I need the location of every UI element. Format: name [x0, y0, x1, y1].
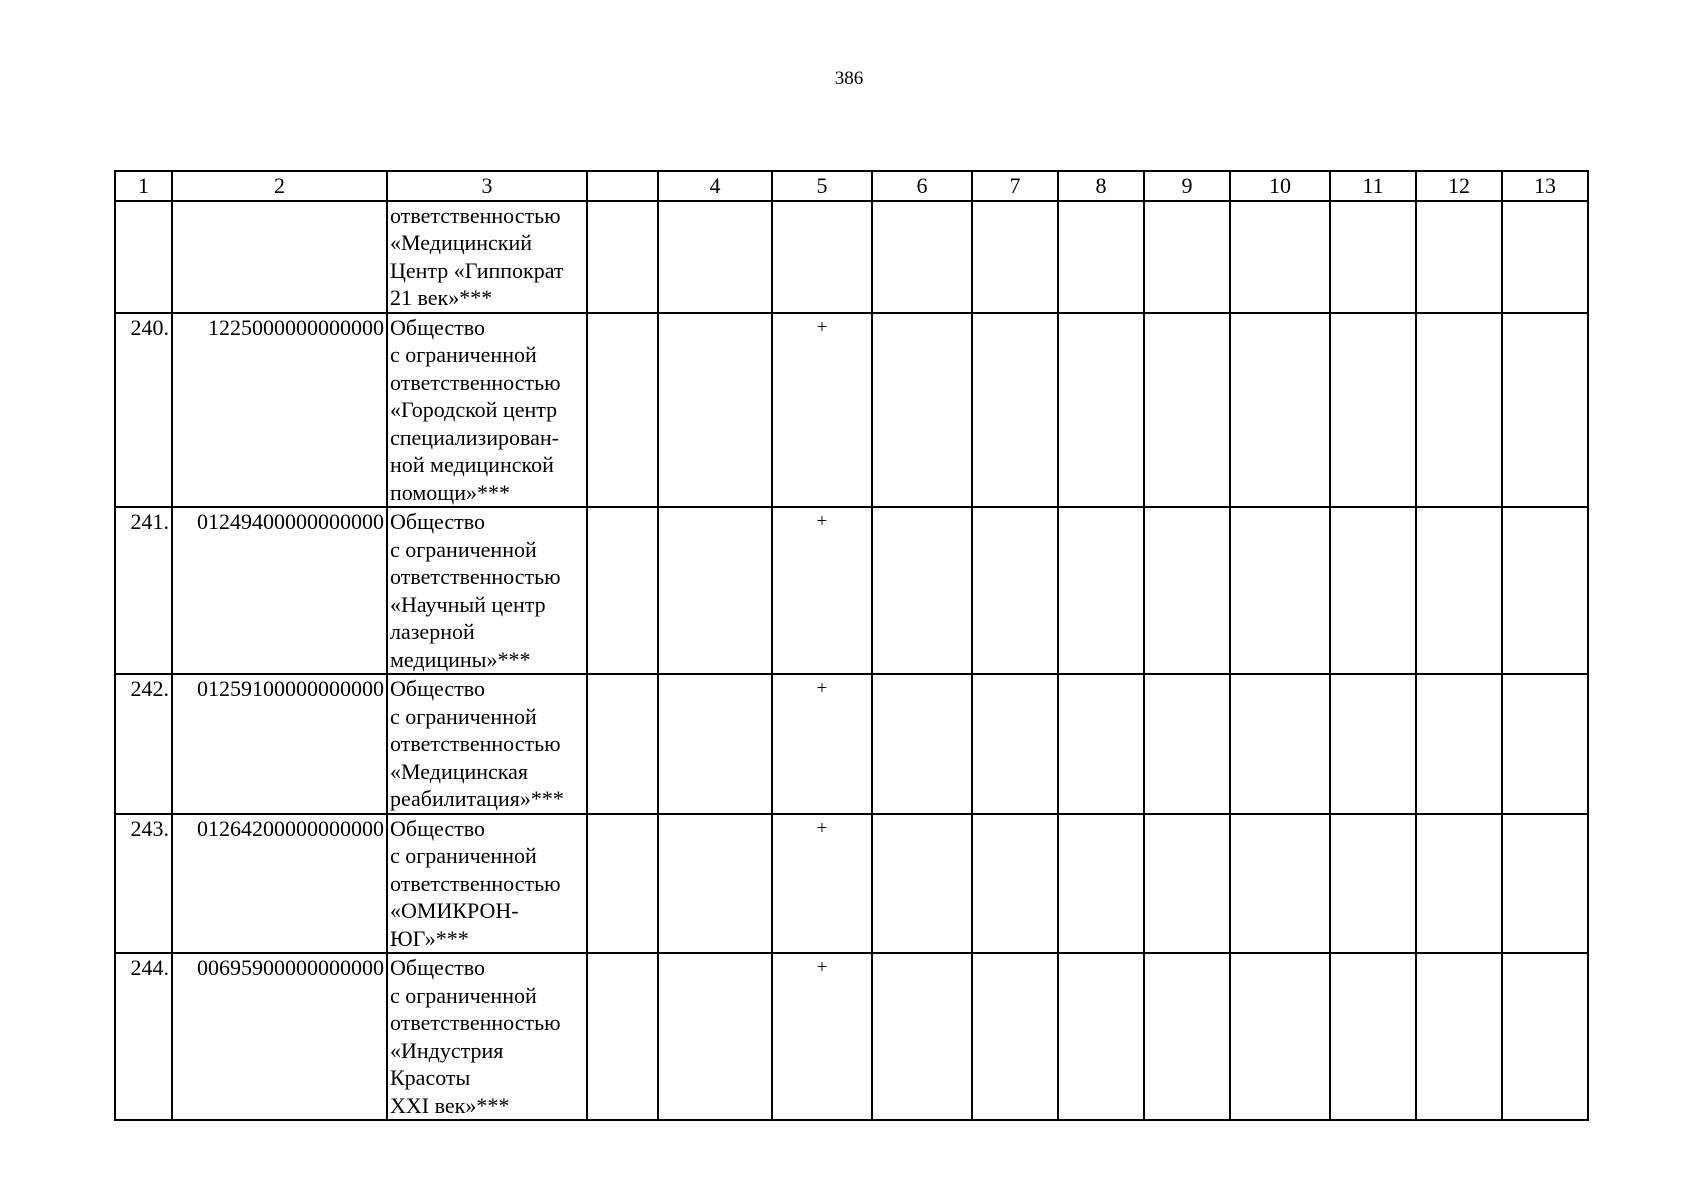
- column-header: 8: [1058, 171, 1144, 201]
- table-row: [115, 674, 1588, 814]
- column-header: 11: [1330, 171, 1416, 201]
- registry-code: 00695900000000000: [172, 953, 387, 1120]
- organization-name: Общество с ограниченной ответственностью «Научный центр лазерной медицины»***: [387, 507, 587, 674]
- row-number: [115, 201, 172, 313]
- registry-code: 1225000000000000: [172, 313, 387, 508]
- header-row: [115, 171, 1588, 201]
- registry-code: 01259100000000000: [172, 674, 387, 814]
- column-header: 10: [1230, 171, 1330, 201]
- registry-code: 01264200000000000: [172, 814, 387, 954]
- page-number: 386: [834, 68, 864, 89]
- organization-name: Общество с ограниченной ответственностью «Медицинская реабилитация»***: [387, 674, 587, 814]
- row-number: 241.: [115, 507, 172, 674]
- mark-column-5: +: [772, 953, 872, 1120]
- row-number: 242.: [115, 674, 172, 814]
- registry-code: [172, 201, 387, 313]
- column-header: 3: [387, 171, 587, 201]
- registry-code: 01249400000000000: [172, 507, 387, 674]
- organization-name: Общество с ограниченной ответственностью «ОМИКРОН- ЮГ»***: [387, 814, 587, 954]
- column-header: 5: [772, 171, 872, 201]
- column-header: 7: [972, 171, 1058, 201]
- column-header: 1: [115, 171, 172, 201]
- table-row: [115, 953, 1588, 1120]
- table-row: [115, 313, 1588, 508]
- column-header: 6: [872, 171, 972, 201]
- register-table: [114, 170, 1589, 1121]
- mark-column-5: +: [772, 507, 872, 674]
- mark-column-5: +: [772, 674, 872, 814]
- organization-name: ответственностью «Медицинский Центр «Гиппократ 21 век»***: [387, 201, 587, 313]
- row-number: 244.: [115, 953, 172, 1120]
- column-header: [587, 171, 658, 201]
- column-header: 9: [1144, 171, 1230, 201]
- organization-name: Общество с ограниченной ответственностью «Индустрия Красоты XXI век»***: [387, 953, 587, 1120]
- row-number: 240.: [115, 313, 172, 508]
- column-header: 2: [172, 171, 387, 201]
- mark-column-5: [772, 201, 872, 313]
- mark-column-5: +: [772, 313, 872, 508]
- table-row: [115, 507, 1588, 674]
- table-row: [115, 814, 1588, 954]
- organization-name: Общество с ограниченной ответственностью «Городской центр специализирован- ной медицинской помощи»***: [387, 313, 587, 508]
- column-header: 12: [1416, 171, 1502, 201]
- column-header: 13: [1502, 171, 1588, 201]
- column-header: 4: [658, 171, 772, 201]
- mark-column-5: +: [772, 814, 872, 954]
- row-number: 243.: [115, 814, 172, 954]
- table-row: [115, 201, 1588, 313]
